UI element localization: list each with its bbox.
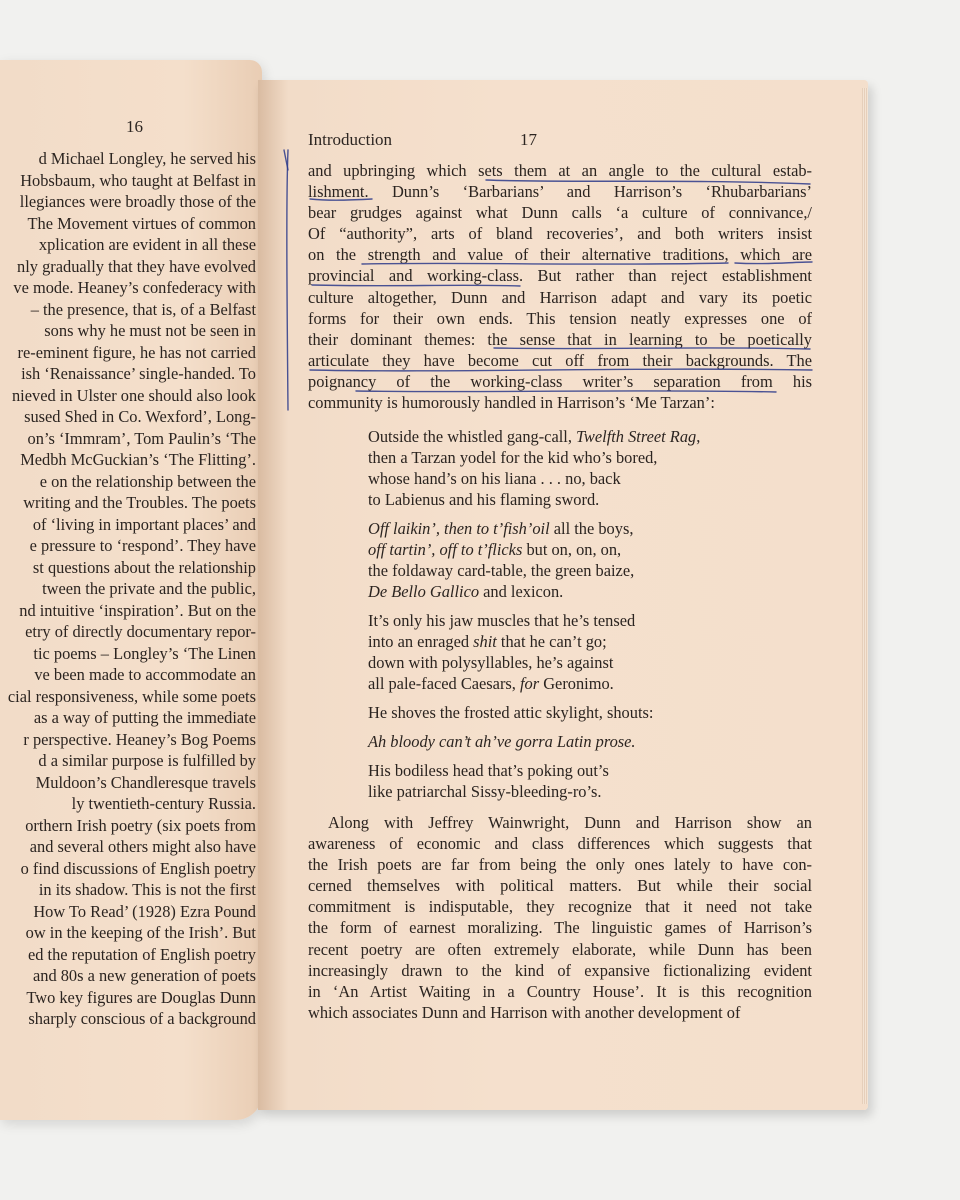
poem-text: all the boys, [549,519,634,538]
left-text-line: How To Read’ (1928) Ezra Pound [33,901,256,921]
poem-stanza [368,702,788,723]
poem-line [368,673,788,694]
paragraph-line: provincial and working-class. But rather than reject establishment [308,266,812,286]
poem-italic: for [519,674,540,693]
left-text-line: The Movement virtues of common [27,213,256,233]
left-text-line: of ‘living in important places’ and [32,514,256,534]
left-text-line: nieved in Ulster one should also look [11,385,256,405]
poem-line: the foldaway card-table, the green baize, [368,561,635,580]
running-head-introduction: Introduction [308,130,393,149]
left-text-line: Medbh McGuckian’s ‘The Flitting’. [20,450,256,469]
left-text-line: on’s ‘Immram’, Tom Paulin’s ‘The [27,428,256,448]
poem-line [368,731,788,752]
paragraph-line: cerned themselves with political matters. But while their social [308,876,812,896]
left-text-line: sharply conscious of a background [28,1009,256,1028]
paragraph-line: commitment is indisputable, they recognize that it need not take [308,897,812,917]
poem-line: It’s only his jaw muscles that he’s tensed [368,611,636,630]
paragraph-line: and upbringing which sets them at an angle to the cultural estab- [308,161,812,180]
left-text-line: – the presence, that is, of a Belfast [30,299,256,319]
poem-text: and lexicon. [479,582,564,601]
poem-stanza [368,760,788,802]
paragraph-line: Of “authority”, arts of bland recoveries’, and both writers insist [308,224,812,244]
poem-italic: off tartin’, off to t’flicks [368,540,523,559]
left-text-line: orthern Irish poetry (six poets from [25,815,256,835]
left-text-line: ow in the keeping of the Irish’. But [25,923,256,942]
left-text-line: o find discussions of English poetry [20,858,256,878]
left-text-line: ly twentieth-century Russia. [71,794,256,813]
left-page-number: 16 [126,117,143,136]
paragraph-line: awareness of economic and class differences which suggests that [308,834,812,854]
poem-text: all pale-faced Caesars, [368,674,520,693]
paragraph-line: forms for their own ends. This tension neatly expresses one of [308,308,812,328]
poem-line: then a Tarzan yodel for the kid who’s bored, [368,448,658,467]
poem-line: whose hand’s on his liana . . . no, back [368,469,621,488]
left-text-line: writing and the Troubles. The poets [23,493,256,512]
poem-italic: Off laikin’, then to t’fish’oil [368,519,550,538]
paragraph-line: poignancy of the working-class writer’s separation from his [308,371,812,391]
poem-line: down with polysyllables, he’s against [368,653,614,672]
left-text-line: tween the private and the public, [42,579,256,598]
left-text-line: and 80s a new generation of poets [32,966,256,985]
left-text-line: Two key figures are Douglas Dunn [26,987,256,1007]
paragraph-line: bear grudges against what Dunn calls ‘a culture of connivance,/ [308,203,812,223]
poem-italic: De Bello Gallico [368,582,480,601]
left-text-line: e pressure to ‘respond’. They have [29,536,256,555]
left-text-line: sused Shed in Co. Wexford’, Long- [24,407,256,426]
poem-text: that he can’t go; [496,632,607,651]
poem-line: He shoves the frosted attic skylight, shouts: [368,703,654,722]
left-text-line: ish ‘Renaissance’ single-handed. To [21,364,256,383]
left-text-line: cial responsiveness, while some poets [7,686,256,706]
poem-stanza [368,610,788,694]
paragraph-line: Along with Jeffrey Wainwright, Dunn and Harrison show an [328,813,812,832]
left-text-line: r perspective. Heaney’s Bog Poems [23,729,256,749]
poem-line: like patriarchal Sissy-bleeding-ro’s. [368,782,602,801]
poem-italic: Ah bloody can’t ah’ve gorra Latin prose. [368,732,636,751]
paragraph-line: lishment. Dunn’s ‘Barbarians’ and Harrison’s ‘Rhubarbarians’ [308,182,812,202]
paragraph-line: their dominant themes: the sense that in learning to be poetically [308,329,812,349]
left-text-line: tic poems – Longley’s ‘The Linen [33,643,256,663]
poem-text: Outside the whistled gang-call, [368,427,577,446]
poem-text: into an enraged [368,632,474,651]
paragraph-1 [308,160,812,413]
poem-line [368,631,788,652]
left-text-line: and several others might also have [29,837,256,856]
left-text-line: as a way of putting the immediate [33,708,256,727]
paragraph-line: on the strength and value of their alternative traditions, which are [308,245,812,265]
paragraph-line: the form of earnest moralizing. The linguistic games of Harrison’s [308,918,812,938]
poem-line [368,426,788,447]
left-text-line: sons why he must not be seen in [44,321,256,340]
paragraph-line: community is humorously handled in Harrison’s ‘Me Tarzan’: [308,393,715,413]
poem-line [368,539,788,560]
paragraph-line: culture altogether, Dunn and Harrison adapt and vary its poetic [308,287,812,307]
paragraph-line: increasingly drawn to the kind of expansive fictionalizing evident [308,960,812,980]
poem-stanza [368,518,788,602]
left-text-line: nd intuitive ‘inspiration’. But on the [19,600,256,620]
left-text-line: xplication are evident in all these [38,235,256,254]
poem-stanza [368,426,788,510]
left-text-line: ve been made to accommodate an [34,665,256,684]
poem-text: Geronimo. [539,674,614,693]
paragraph-line: in ‘An Artist Waiting in a Country House’. It is this recognition [308,981,812,1001]
left-text-line: nly gradually that they have evolved [17,256,256,276]
paragraph-line: the Irish poets are far from being the only ones lately to have con- [308,855,812,875]
poem-quotation [368,426,788,810]
poem-text: , [696,427,701,446]
page-stack-edge [862,88,868,1104]
left-text-line: e on the relationship between the [39,471,256,491]
left-text-line: llegiances were broadly those of the [19,192,256,211]
poem-line: to Labienus and his flaming sword. [368,490,600,509]
paragraph-line: articulate they have become cut off from their backgrounds. The [308,350,812,370]
left-text-line: in its shadow. This is not the first [38,880,256,899]
poem-line [368,518,788,539]
paragraph-line: which associates Dunn and Harrison with another development of [308,1002,741,1022]
left-text-line: etry of directly documentary repor- [25,622,256,641]
left-text-line: d Michael Longley, he served his [38,149,256,168]
left-page-text [0,148,256,1030]
poem-line [368,581,788,602]
left-text-line: Muldoon’s Chandleresque travels [35,772,256,792]
poem-stanza [368,731,788,752]
left-text-line: ve mode. Heaney’s confederacy with [13,278,256,297]
paragraph-2 [308,812,812,1023]
paragraph-line: recent poetry are often extremely elaborate, while Dunn has been [308,939,812,959]
left-text-line: d a similar purpose is fulfilled by [38,751,256,770]
right-page-number: 17 [520,130,537,149]
poem-text: but on, on, on, [522,540,622,559]
poem-line: His bodiless head that’s poking out’s [368,761,609,780]
left-text-line: st questions about the relationship [32,557,256,577]
left-text-line: ed the reputation of English poetry [27,944,256,964]
poem-italic-title: Twelfth Street Rag [576,427,697,446]
left-text-line: Hobsbaum, who taught at Belfast in [20,170,256,190]
poem-italic: shit [473,632,497,651]
left-text-line: re-eminent figure, he has not carried [17,342,256,362]
